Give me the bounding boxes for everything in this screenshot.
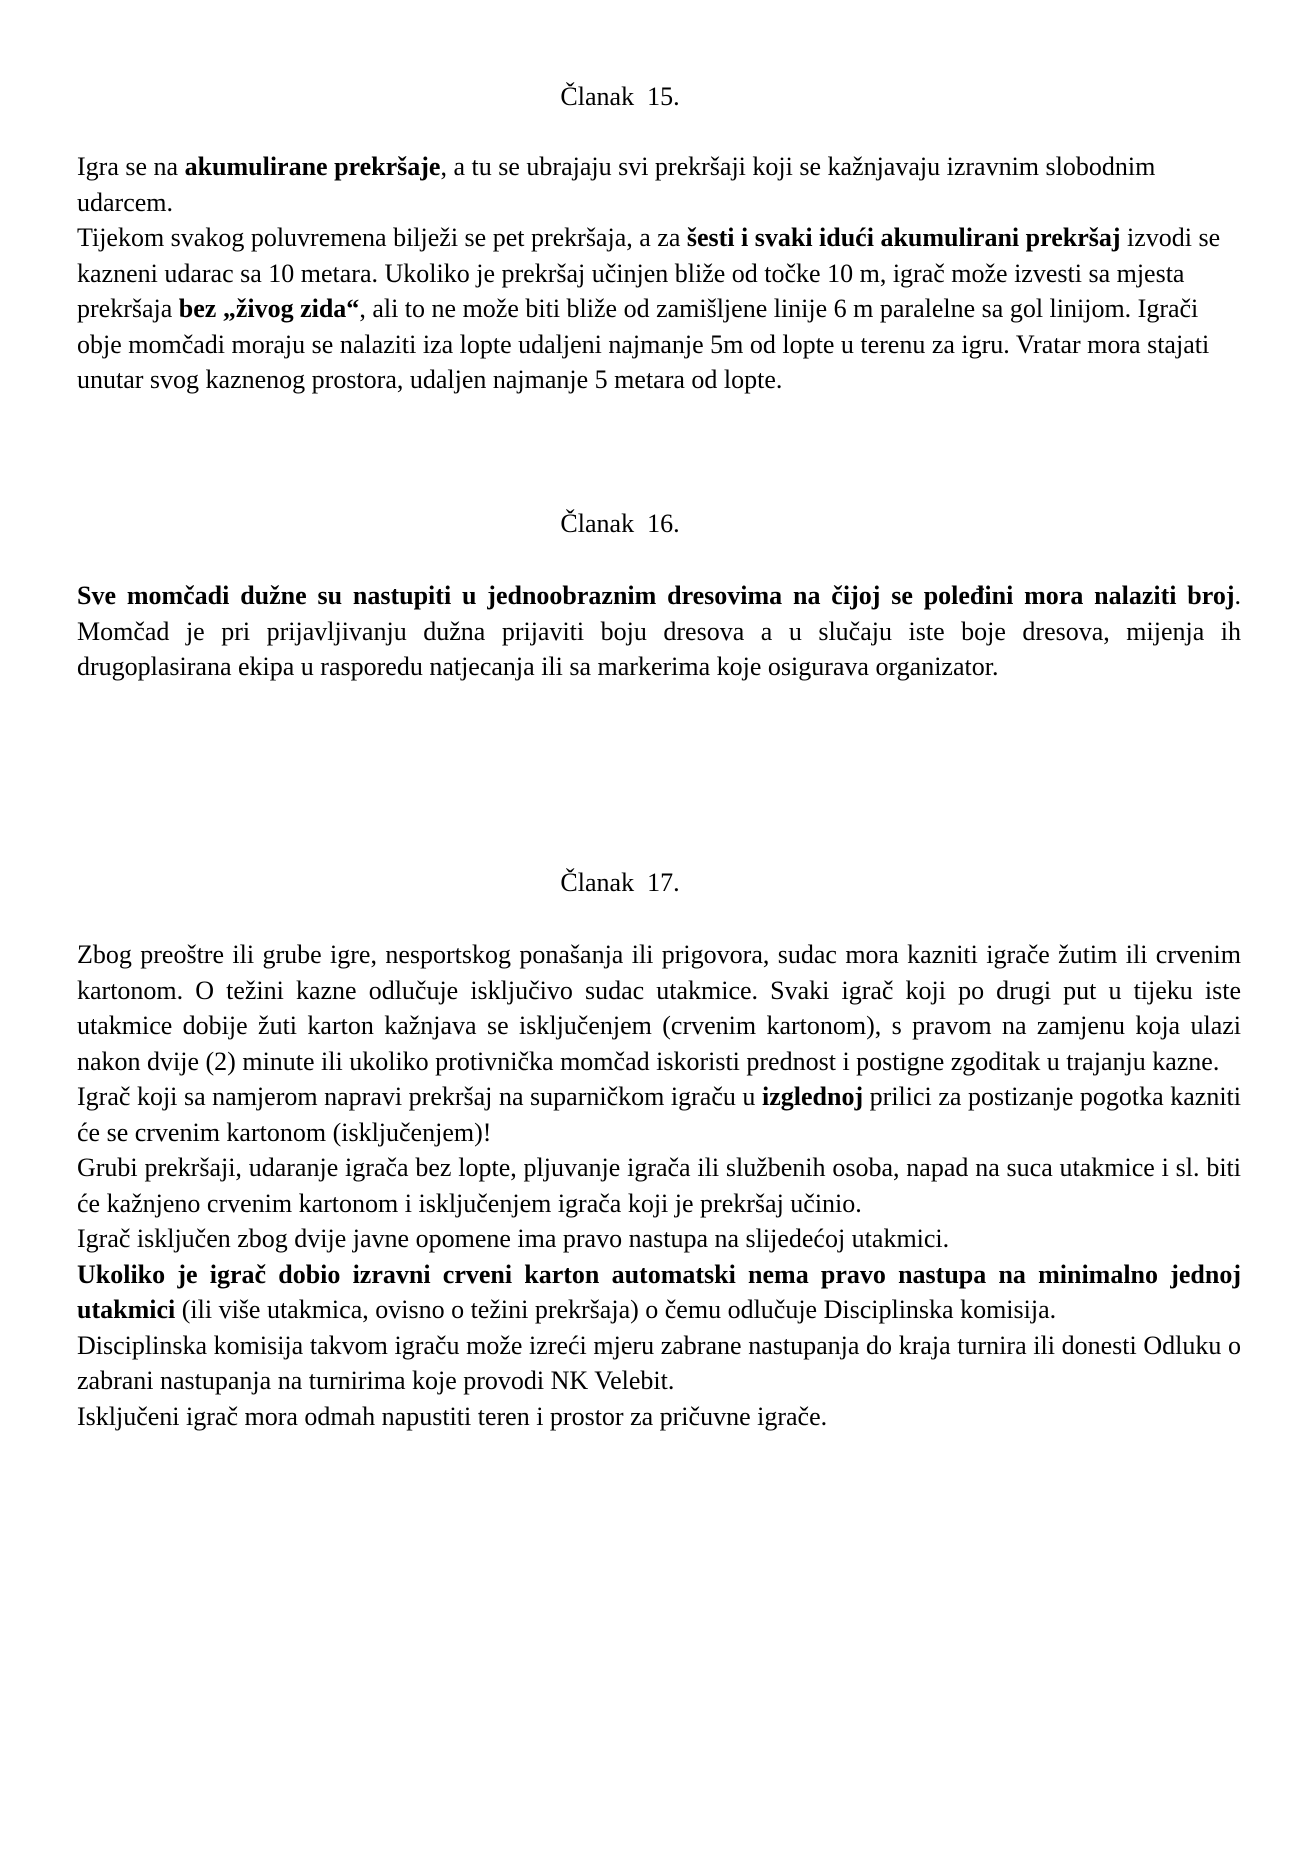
article-17-paragraph-4 bbox=[77, 1221, 1241, 1257]
article-16-paragraph-1 bbox=[77, 578, 1241, 685]
bold-text-segment: bez „živog zida“ bbox=[178, 294, 360, 323]
text-segment: , a tu se ubrajaju svi prekršaji koji se kažnjavaju izravnim slobodnim udarcem. bbox=[77, 152, 1156, 217]
bold-text-segment: Ukoliko je igrač dobio izravni crveni karton automatski nema pravo nastupa na minimalno jednoj utakmici bbox=[77, 1259, 1241, 1324]
text-segment: izvodi se kazneni udarac sa 10 metara. Ukoliko je prekršaj učinjen bliže od točke 10 m, igrač može izvesti sa mjesta prekršaja bbox=[77, 223, 1221, 323]
text-segment: Igra se na bbox=[77, 152, 185, 181]
text-segment: Disciplinska komisija takvom igraču može izreći mjeru zabrane nastupanja do kraja turnira ili donesti Odluku o zabrani nastupanja na turnirima koje provodi NK Velebit. bbox=[77, 1330, 1241, 1395]
article-15-heading: Članak 15. bbox=[560, 82, 680, 111]
article-15-body bbox=[77, 149, 1241, 398]
text-segment: Igrač isključen zbog dvije javne opomene ima pravo nastupa na slijedećoj utakmici. bbox=[77, 1224, 950, 1253]
article-17-paragraph-7 bbox=[77, 1399, 1241, 1435]
article-15-paragraph-2 bbox=[77, 220, 1241, 398]
text-segment: Grubi prekršaji, udaranje igrača bez lopte, pljuvanje igrača ili službenih osoba, napad na suca utakmice i sl. biti će kažnjeno crvenim kartonom i isključenjem igrača koji je prekršaj učinio. bbox=[77, 1153, 1241, 1218]
text-segment: Isključeni igrač mora odmah napustiti teren i prostor za pričuvne igrače. bbox=[77, 1401, 828, 1431]
article-17-paragraph-5 bbox=[77, 1257, 1241, 1328]
text-segment: Zbog preoštre ili grube igre, nesportskog ponašanja ili prigovora, sudac mora kazniti igrače žutim ili crvenim kartonom. O težini kazne odlučuje isključivo sudac utakmice. Svaki igrač koji po drugi put u tijeku iste utakmice dobije žuti karton kažnjava se isključenjem (crvenim kartonom), s pravom na zamjenu koja ulazi nakon dvije (2) minute ili ukoliko protivnička momčad iskoristi prednost i postigne zgoditak u trajanju kazne. bbox=[77, 940, 1241, 1076]
article-17-paragraph-2 bbox=[77, 1079, 1241, 1150]
text-segment: Tijekom svakog poluvremena bilježi se pet prekršaja, a za bbox=[77, 223, 687, 252]
text-segment: (ili više utakmica, ovisno o težini prekršaja) o čemu odlučuje Disciplinska komisija. bbox=[175, 1295, 1057, 1324]
text-segment: prilici za postizanje pogotka kazniti će se crvenim kartonom (isključenjem)! bbox=[77, 1082, 1241, 1147]
bold-text-segment: izglednoj bbox=[762, 1082, 864, 1111]
article-17-paragraph-1 bbox=[77, 937, 1241, 1079]
article-17-heading: Članak 17. bbox=[560, 868, 680, 897]
article-16-heading: Članak 16. bbox=[560, 509, 680, 538]
text-segment: Igrač koji sa namjerom napravi prekršaj na suparničkom igraču u bbox=[77, 1082, 762, 1111]
article-16-body bbox=[77, 578, 1241, 685]
bold-text-segment: Sve momčadi dužne su nastupiti u jednoobraznim dresovima na čijoj se poleđini mora nalaziti broj bbox=[77, 581, 1235, 610]
bold-text-segment: akumulirane prekršaje bbox=[184, 152, 441, 181]
text-segment: , ali to ne može biti bliže od zamišljene linije 6 m paralelne sa gol linijom. Igrači obje momčadi moraju se nalaziti iza lopte udaljeni najmanje 5m od lopte u terenu za igru. Vratar mora stajati unutar svog kaznenog prostora, udaljen najmanje 5 metara od lopte. bbox=[77, 294, 1210, 394]
article-15-paragraph-1 bbox=[77, 149, 1241, 220]
text-segment: . Momčad je pri prijavljivanju dužna prijaviti boju dresova a u slučaju iste boje dresova, mijenja ih drugoplasirana ekipa u rasporedu natjecanja ili sa markerima koje osigurava organizator. bbox=[77, 581, 1241, 681]
bold-text-segment: šesti i svaki idući akumulirani prekršaj bbox=[686, 223, 1121, 252]
article-17-body bbox=[77, 937, 1241, 1434]
article-17-paragraph-3 bbox=[77, 1150, 1241, 1221]
article-17-paragraph-6 bbox=[77, 1328, 1241, 1399]
